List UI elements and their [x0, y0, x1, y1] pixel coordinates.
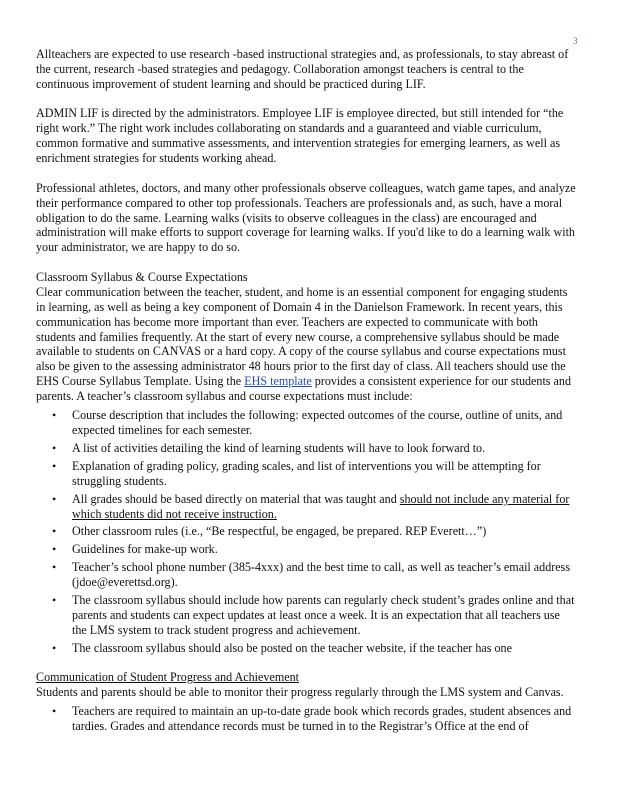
syllabus-text-1: Clear communication between the teacher, student, and home is an essential component for engaging students in learning, as well as being a key component of Domain 4 in the Danielson Framework. In recent years, this communication has become more important than ever. Teachers are expected to communicate with both students and families frequently. At the start of every new course, a comprehensive syllabus should be made available to students on CANVAS or a hard copy. A copy of the course syllabus and course expectations must also be given to the assessing administrator 48 hours prior to the first day of class. All teachers should use the EHS Course Syllabus Template. Using the — [36, 284, 568, 389]
page-number: 3 — [573, 36, 578, 46]
list-item: • Other classroom rules (i.e., “Be respectful, be engaged, be prepared. REP Everett…”) — [72, 524, 576, 539]
paragraph-admin-lif: ADMIN LIF is directed by the administrators. Employee LIF is employee directed, but still intended for “the right work.” The right work includes collaborating on standards and a guaranteed and viable curriculum, common formative and summative assessments, and intervention strategies for emerging learners, as well as enrichment strategies for students working ahead. — [36, 106, 564, 166]
document-body — [36, 47, 576, 737]
syllabus-paragraph — [36, 285, 576, 404]
list-item: • Teacher’s school phone number (385-4xxx) and the best time to call, as well as teacher’s email address (jdoe@everettsd.org). — [72, 560, 576, 590]
list-item-underlined-text: should not include any material for which students did not receive instruction. — [72, 491, 570, 521]
list-item: • Guidelines for make-up work. — [72, 542, 576, 557]
list-item — [72, 492, 576, 522]
ehs-template-link[interactable]: EHS template — [244, 374, 312, 389]
communication-paragraph: Students and parents should be able to monitor their progress regularly through the LMS system and Canvas. — [36, 685, 564, 700]
list-item: • Course description that includes the following: expected outcomes of the course, outline of units, and expected timelines for each semester. — [72, 408, 576, 438]
list-item: • Teachers are required to maintain an up-to-date grade book which records grades, student absences and tardies. Grades and attendance records must be turned in to the Registrar’s Office at the end of — [72, 704, 576, 734]
list-item: • The classroom syllabus should include how parents can regularly check student’s grades online and that parents and students can expect updates at least once a week. It is an expectation that all teachers use the LMS system to track student progress and achievement. — [72, 593, 576, 638]
syllabus-text-2: provides a consistent experience for our students and parents. A teacher’s classroom syllabus and course expectations must include: — [36, 374, 572, 404]
paragraph-intro: Allteachers are expected to use research -based instructional strategies and, as professionals, to stay abreast of the current, research -based strategies and pedagogy. Collaboration amongst teachers is central to the continuous improvement of student learning and should be practiced during LIF. — [36, 47, 569, 91]
list-item: • A list of activities detailing the kind of learning students will have to look forward to. — [72, 441, 576, 456]
list-item: • The classroom syllabus should also be posted on the teacher website, if the teacher has one — [72, 641, 576, 656]
syllabus-heading: Classroom Syllabus & Course Expectations — [36, 269, 248, 284]
syllabus-requirements-list — [36, 408, 576, 656]
paragraph-professionals: Professional athletes, doctors, and many other professionals observe colleagues, watch game tapes, and analyze their performance compared to other top professionals. Teachers are professionals and, as such, have a moral obligation to do the same. Learning walks (visits to observe colleagues in the class) are encouraged and administration will make efforts to support coverage for learning walks. If you'd like to do a learning walk with your administrator, we are happy to do so. — [36, 180, 576, 255]
communication-heading: Communication of Student Progress and Achievement — [36, 670, 299, 685]
communication-list — [36, 704, 576, 734]
list-item-text: All grades should be based directly on material that was taught and — [72, 491, 400, 506]
list-item: • Explanation of grading policy, grading scales, and list of interventions you will be attempting for struggling students. — [72, 459, 576, 489]
